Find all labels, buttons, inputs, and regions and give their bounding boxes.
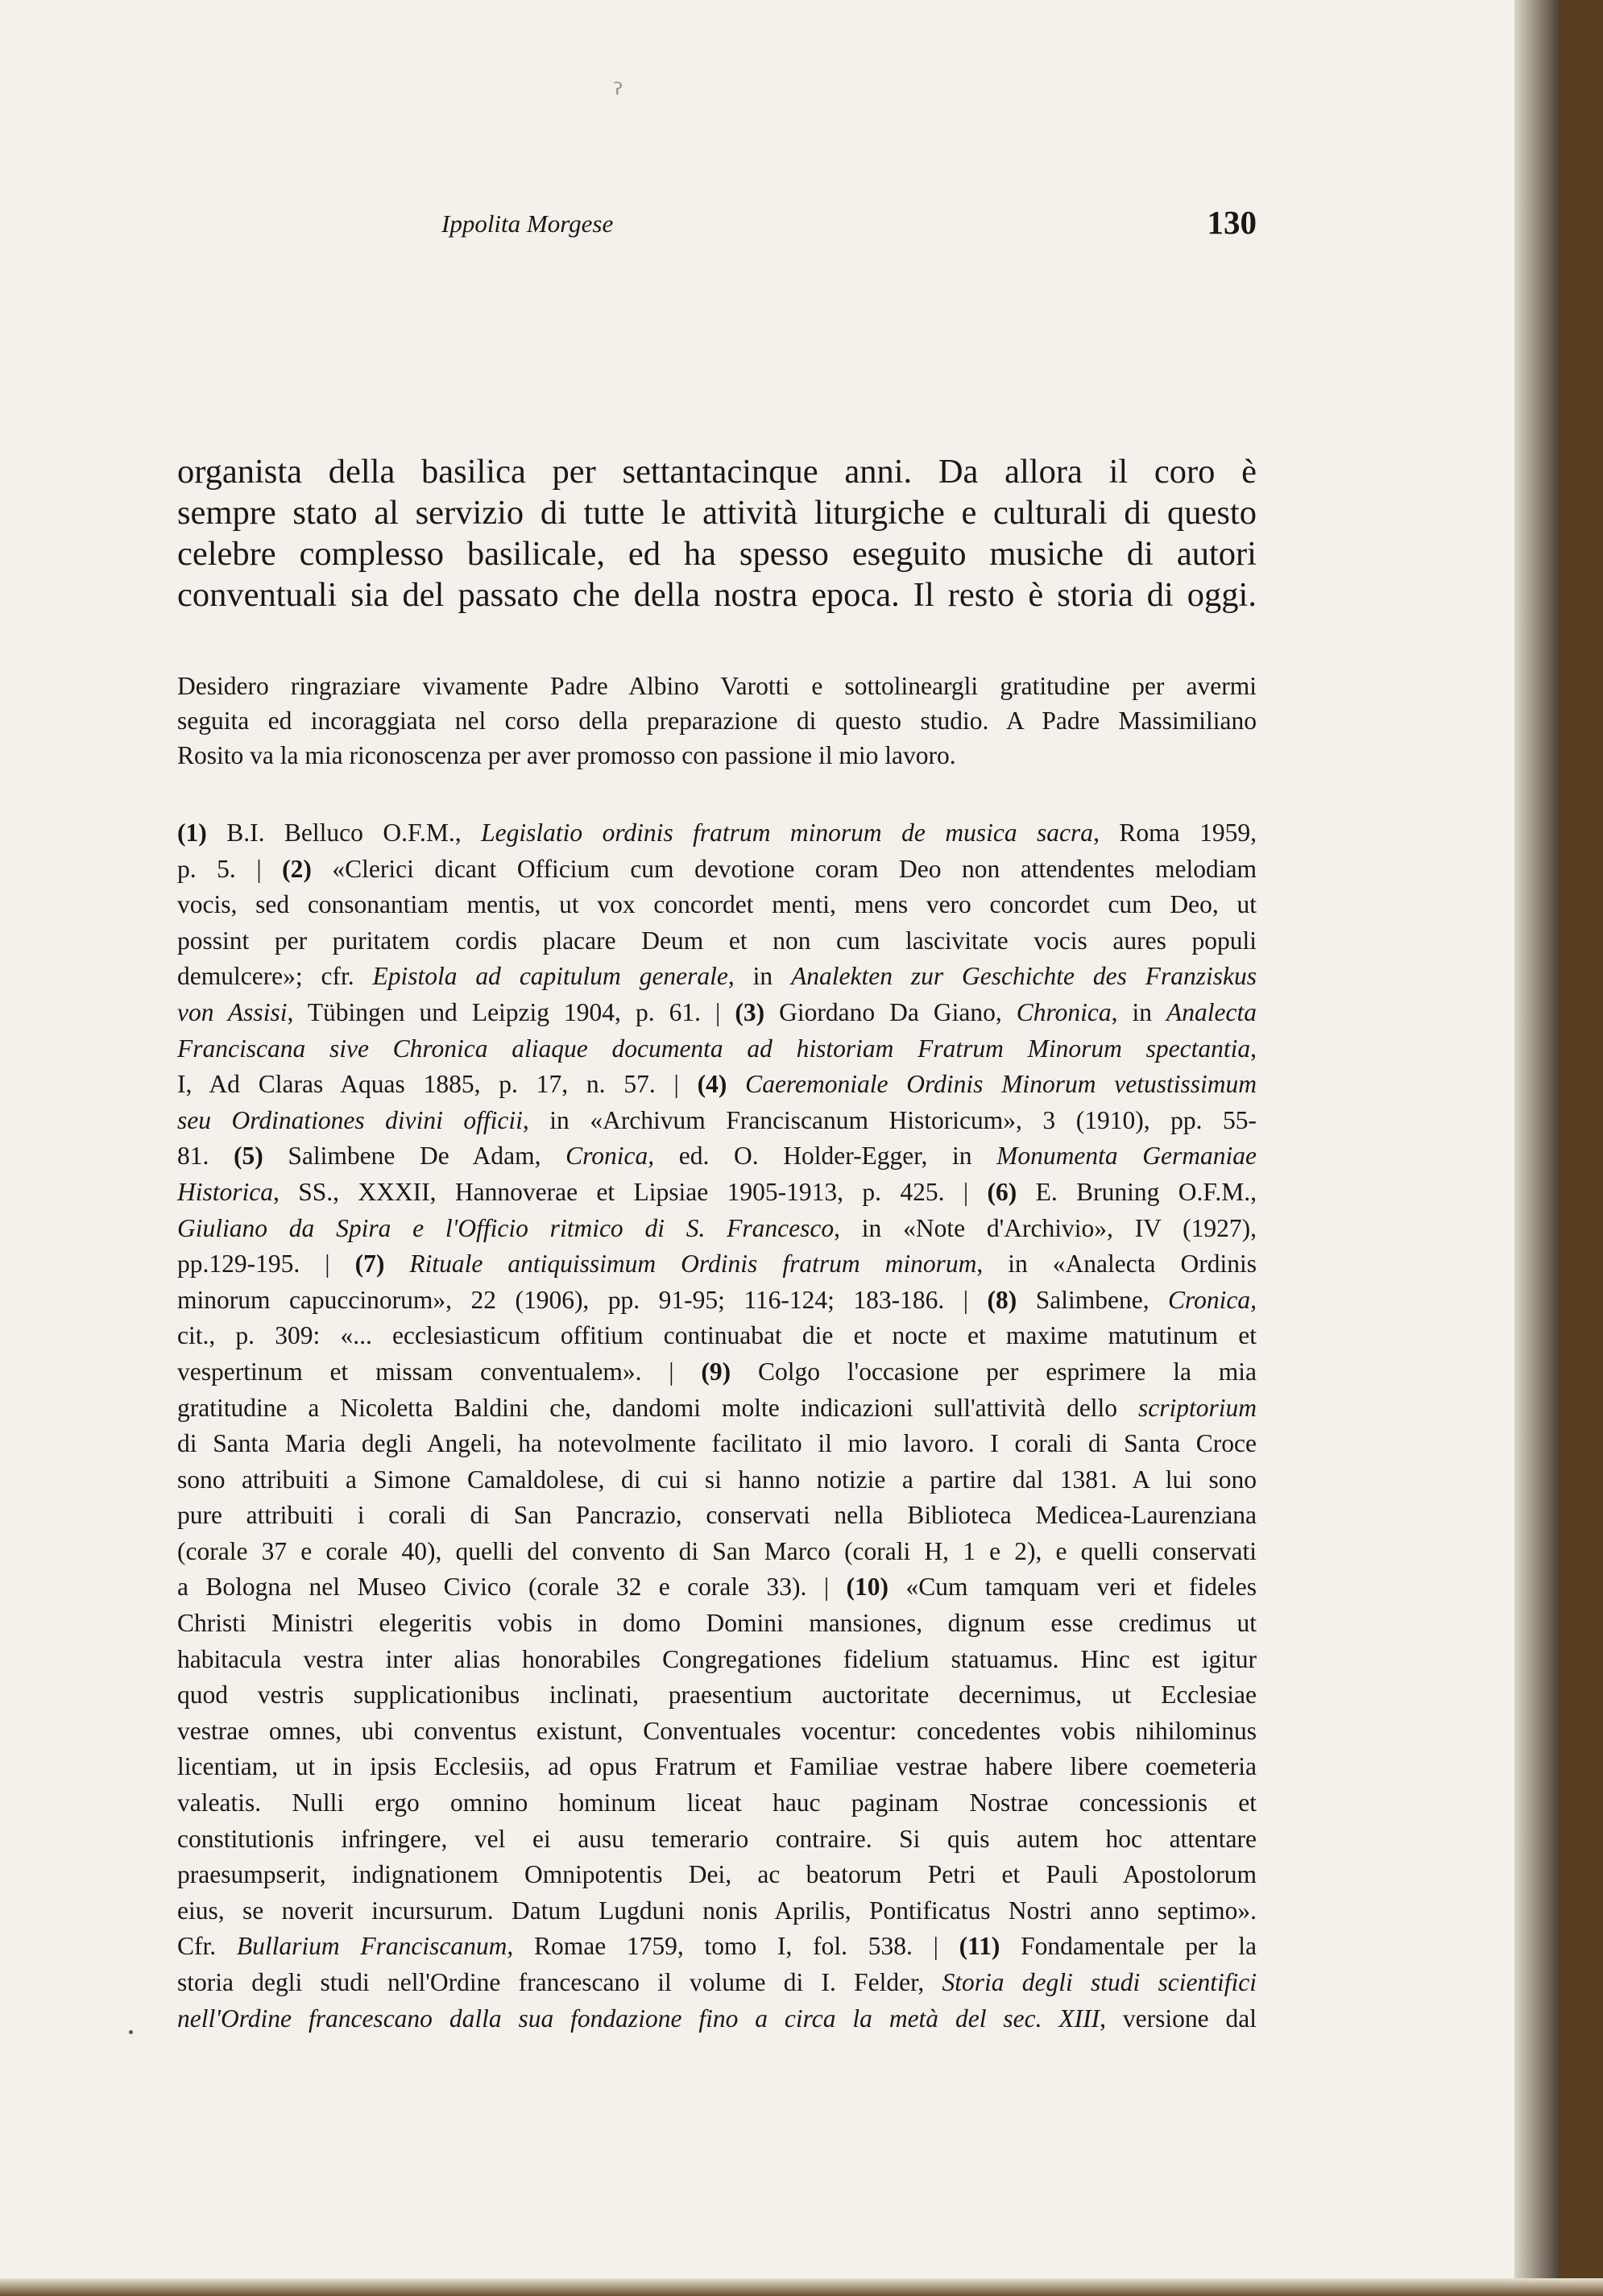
note-line (177, 815, 1257, 852)
note-text: , in «Analecta Ordinis (976, 1250, 1257, 1279)
acknowledgments-paragraph (177, 669, 1257, 773)
note-line: cit., p. 309: «... ecclesiasticum offitium continuabat die et nocte et maxime matutinum et (177, 1321, 1257, 1350)
note-line: sono attribuiti a Simone Camaldolese, di cui si hanno notizie a partire dal 1381. A lui sono (177, 1465, 1257, 1494)
book-cover-edge (1559, 0, 1603, 2296)
note-title: Cronica, (565, 1142, 655, 1171)
note-line: quod vestris supplicationibus inclinati, praesentium auctoritate decernimus, ut Ecclesiae (177, 1681, 1257, 1710)
note-line: (corale 37 e corale 40), quelli del convento di San Marco (corali H, 1 e 2), e quelli conservati (177, 1536, 1257, 1565)
note-separator: | (933, 1932, 938, 1961)
running-head: Ippolita Morgese (441, 209, 614, 238)
note-number: (2) (282, 854, 312, 883)
margin-dot (129, 2030, 133, 2034)
note-text: I, Ad Claras Aquas 1885, p. 17, n. 57. (177, 1070, 674, 1099)
note-line (177, 1283, 1257, 1319)
note-line: vestrae omnes, ubi conventus existunt, Conventuales vocentur: concedentes vobis nihilominus (177, 1716, 1257, 1745)
note-title: Chronica (1016, 997, 1112, 1026)
note-text: demulcere»; cfr. (177, 962, 373, 991)
note-title: Legislatio ordinis fratrum minorum de musica sacra (481, 819, 1094, 847)
note-title: Caeremoniale Ordinis Minorum vetustissimum (727, 1070, 1257, 1099)
body-paragraph (177, 451, 1257, 615)
note-text: Fondamentale per la (1000, 1932, 1257, 1961)
note-text: E. Bruning O.F.M., (1017, 1177, 1257, 1206)
note-text: vespertinum et missam conventualem». (177, 1357, 669, 1386)
pencil-mark: ˀ (612, 77, 624, 112)
note-title: Analekten zur Geschichte des Franziskus (791, 962, 1257, 991)
note-title: von Assisi (177, 997, 288, 1026)
note-line (177, 2001, 1257, 2037)
note-separator: | (823, 1573, 830, 1602)
acknowledgments-line: Rosito va la mia riconoscenza per aver promosso con passione il mio lavoro. (177, 741, 956, 769)
note-title: Cronica, (1168, 1285, 1257, 1314)
note-line: eius, se noverit incursurum. Datum Lugduni nonis Aprilis, Pontificatus Nostri anno septimo». (177, 1896, 1257, 1925)
note-separator: | (963, 1285, 969, 1314)
note-number: (11) (959, 1932, 1000, 1961)
note-text: «Clerici dicant Officium cum devotione coram Deo non attendentes melodiam (311, 854, 1257, 883)
note-separator: | (669, 1357, 674, 1386)
note-line: praesumpserit, indignationem Omnipotentis Dei, ac beatorum Petri et Pauli Apostolorum (177, 1860, 1257, 1889)
note-line: Christi Ministri elegeritis vobis in domo Domini mansiones, dignum esse credimus ut (177, 1609, 1257, 1638)
note-title: seu Ordinationes divini officii (177, 1105, 523, 1134)
note-text: , Romae 1759, tomo I, fol. 538. (507, 1932, 934, 1961)
note-separator: | (715, 997, 721, 1026)
note-line: constitutionis infringere, vel ei ausu temerario contraire. Si quis autem hoc attentare (177, 1824, 1257, 1853)
note-text: , Roma 1959, (1093, 819, 1257, 847)
note-line: vocis, sed consonantiam mentis, ut vox concordet menti, mens vero concordet cum Deo, ut (177, 890, 1257, 919)
note-text: Giordano Da Giano, (764, 997, 1017, 1026)
note-text: Colgo l'occasione per esprimere la mia (731, 1357, 1257, 1386)
note-number: (7) (354, 1250, 385, 1279)
note-line (177, 959, 1257, 995)
note-title: Analecta (1166, 997, 1257, 1026)
note-title: Monumenta Germaniae (996, 1142, 1257, 1171)
body-line: celebre complesso basilicale, ed ha spesso eseguito musiche di autori (177, 535, 1257, 573)
note-line (177, 1929, 1257, 1965)
note-number: (10) (846, 1573, 889, 1602)
note-title: Franciscana sive Chronica aliaque documenta ad historiam Fratrum Minorum spectantia (177, 1034, 1251, 1063)
note-text: minorum capuccinorum», 22 (1906), pp. 91-95; 116-124; 183-186. (177, 1285, 963, 1314)
note-separator: | (673, 1070, 679, 1099)
note-line: valeatis. Nulli ergo omnino hominum liceat hauc paginam Nostrae concessionis et (177, 1788, 1257, 1817)
note-text: ed. O. Holder-Egger, in (654, 1142, 997, 1171)
note-title: Storia degli studi scientifici (942, 1968, 1257, 1996)
note-text: , in (727, 962, 792, 991)
note-text: , in «Note d'Archivio», IV (1927), (834, 1213, 1257, 1242)
note-line (177, 1390, 1257, 1427)
body-line: conventuali sia del passato che della nostra epoca. Il resto è storia di oggi. (177, 576, 1257, 614)
note-separator: | (256, 854, 262, 883)
note-number: (4) (697, 1070, 727, 1099)
note-line (177, 1067, 1257, 1103)
note-text: gratitudine a Nicoletta Baldini che, dandomi molte indicazioni sull'attività dello (177, 1393, 1138, 1422)
note-text: pp.129-195. (177, 1250, 325, 1279)
note-text: «Cum tamquam veri et fideles (888, 1573, 1257, 1602)
note-line (177, 1138, 1257, 1175)
note-title: Giuliano da Spira e l'Officio ritmico di S. Francesco (177, 1213, 835, 1242)
note-number: (5) (234, 1142, 263, 1171)
note-line (177, 995, 1257, 1031)
note-title: Bullarium Franciscanum (236, 1932, 507, 1961)
note-text: , (1250, 1034, 1257, 1063)
note-line (177, 1965, 1257, 2001)
note-line (177, 1031, 1257, 1067)
note-text: storia degli studi nell'Ordine francescano il volume di I. Felder, (177, 1968, 942, 1996)
note-line (177, 1569, 1257, 1606)
page-bottom-edge (0, 2278, 1603, 2296)
note-separator: | (963, 1177, 969, 1206)
note-text: a Bologna nel Museo Civico (corale 32 e corale 33). (177, 1573, 824, 1602)
note-line: di Santa Maria degli Angeli, ha notevolmente facilitato il mio lavoro. I corali di Santa Croce (177, 1429, 1257, 1458)
body-line: organista della basilica per settantacinque anni. Da allora il coro è (177, 453, 1257, 491)
note-title: Epistola ad capitulum generale (372, 962, 728, 991)
note-line (177, 852, 1257, 888)
note-line (177, 1211, 1257, 1247)
note-title: Rituale antiquissimum Ordinis fratrum minorum (384, 1250, 977, 1279)
note-text: , Tübingen und Leipzig 1904, p. 61. (287, 997, 716, 1026)
note-line (177, 1354, 1257, 1390)
note-line: possint per puritatem cordis placare Deum et non cum lascivitate vocis aures populi (177, 926, 1257, 955)
note-text: , SS., XXXII, Hannoverae et Lipsiae 1905-1913, p. 425. (273, 1177, 963, 1206)
note-number: (1) (177, 819, 207, 847)
note-number: (8) (987, 1285, 1017, 1314)
note-text: Salimbene, (1017, 1285, 1169, 1314)
note-text: , in «Archivum Franciscanum Historicum», 3 (1910), pp. 55- (522, 1105, 1257, 1134)
note-number: (3) (735, 997, 765, 1026)
note-text: , in (1111, 997, 1167, 1026)
note-line: licentiam, ut in ipsis Ecclesiis, ad opus Fratrum et Familiae vestrae habere libere coemeteria (177, 1752, 1257, 1781)
note-line: pure attribuiti i corali di San Pancrazio, conservati nella Biblioteca Medicea-Laurenziana (177, 1501, 1257, 1530)
note-line (177, 1175, 1257, 1211)
page-header (177, 203, 1257, 251)
note-text: , versione dal (1100, 2004, 1257, 2033)
note-title: Historica (177, 1177, 274, 1206)
acknowledgments-line: seguita ed incoraggiata nel corso della preparazione di questo studio. A Padre Massimiliano (177, 707, 1257, 735)
note-text: Cfr. (177, 1932, 237, 1961)
note-number: (6) (987, 1177, 1017, 1206)
note-line: habitacula vestra inter alias honorabiles Congregationes fidelium statuamus. Hinc est igitur (177, 1644, 1257, 1673)
note-line (177, 1246, 1257, 1283)
note-separator: | (325, 1250, 330, 1279)
acknowledgments-line: Desidero ringraziare vivamente Padre Albino Varotti e sottolineargli gratitudine per avermi (177, 672, 1257, 700)
note-title: scriptorium (1137, 1393, 1257, 1422)
note-title: nell'Ordine francescano dalla sua fondazione fino a circa la metà del sec. XIII (177, 2004, 1100, 2033)
note-text: 81. (177, 1142, 234, 1171)
note-line (177, 1103, 1257, 1139)
footnotes (177, 815, 1257, 2037)
note-text: p. 5. (177, 854, 257, 883)
note-number: (9) (701, 1357, 731, 1386)
note-text: B.I. Belluco O.F.M., (206, 819, 482, 847)
page-number: 130 (1207, 204, 1257, 241)
body-line: sempre stato al servizio di tutte le attività liturgiche e culturali di questo (177, 494, 1257, 532)
note-text: Salimbene De Adam, (263, 1142, 566, 1171)
